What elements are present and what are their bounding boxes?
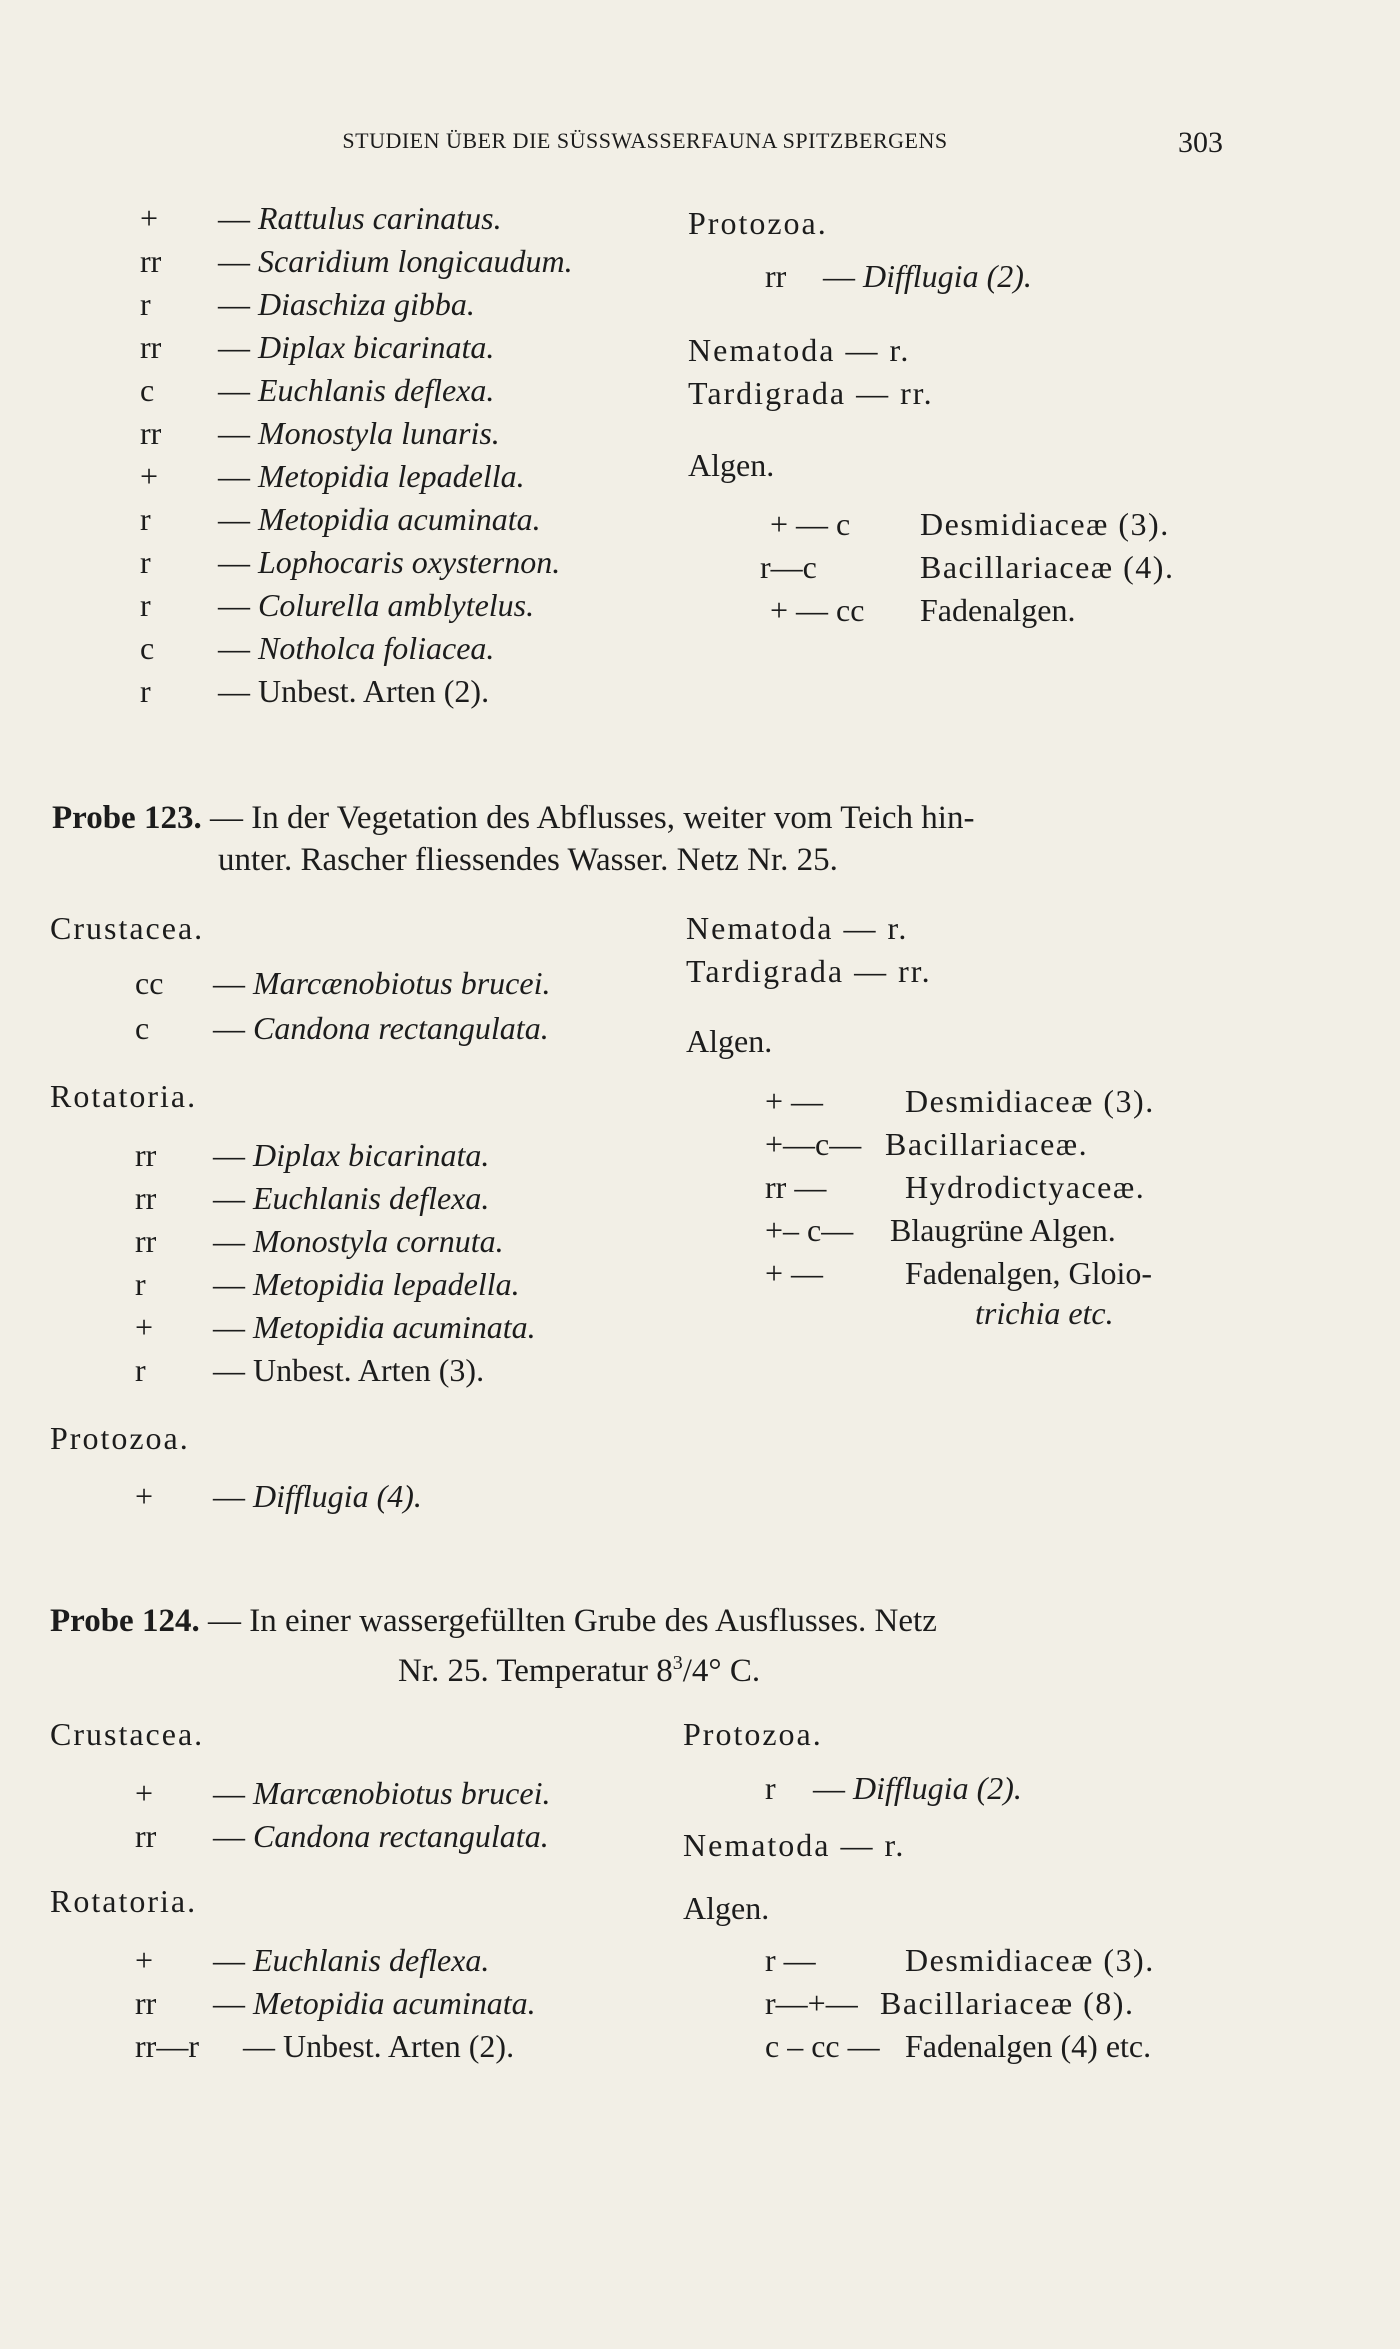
list-item: rr — Monostyla lunaris. (140, 415, 500, 451)
list-item: r — Desmidiaceæ (3). (765, 1942, 1155, 1978)
list-item: r—c Bacillariaceæ (4). (760, 549, 1175, 585)
list-item: r — Difflugia (2). (765, 1770, 1022, 1806)
list-item: rr — Diplax bicarinata. (140, 329, 495, 365)
list-item: rr — Monostyla cornuta. (135, 1223, 504, 1259)
nematoda-line: Nematoda — r. (686, 910, 909, 946)
list-item-cont: trichia etc. (975, 1295, 1114, 1331)
section-heading: Protozoa. (50, 1420, 190, 1456)
section-heading: Algen. (686, 1023, 773, 1059)
list-item: + — Metopidia acuminata. (135, 1309, 536, 1345)
section-heading: Algen. (683, 1890, 770, 1926)
list-item: rr — Metopidia acuminata. (135, 1985, 536, 2021)
list-item: +– c— Blaugrüne Algen. (765, 1212, 1116, 1248)
list-item: cc — Marcænobiotus brucei. (135, 965, 551, 1001)
probe-123-heading: Probe 123. — In der Vegetation des Abflusses, weiter vom Teich hin- (52, 800, 975, 836)
list-item: + — Rattulus carinatus. (140, 200, 502, 236)
list-item: + — Marcænobiotus brucei. (135, 1775, 551, 1811)
probe-124-heading: Probe 124. — In einer wassergefüllten Grube des Ausflusses. Netz (50, 1603, 937, 1639)
section-heading: Crustacea. (50, 1716, 205, 1752)
list-item: c – cc — Fadenalgen (4) etc. (765, 2028, 1152, 2064)
list-item: c — Notholca foliacea. (140, 630, 495, 666)
list-item: r — Colurella amblytelus. (140, 587, 535, 623)
list-item: r — Unbest. Arten (3). (135, 1352, 485, 1388)
probe-124-heading-cont: Nr. 25. Temperatur $8^3/4^\circ$ C. (398, 1652, 761, 1689)
list-item: r — Metopidia lepadella. (135, 1266, 520, 1302)
section-heading: Protozoa. (688, 205, 828, 241)
list-item: + — Euchlanis deflexa. (135, 1942, 490, 1978)
section-heading: Protozoa. (683, 1716, 823, 1752)
list-item: c — Candona rectangulata. (135, 1010, 549, 1046)
list-item: + — cc Fadenalgen. (770, 592, 1076, 628)
list-item: rr — Scaridium longicaudum. (140, 243, 573, 279)
list-item: rr — Hydrodictyaceæ. (765, 1169, 1146, 1205)
list-item: rr—r — Unbest. Arten (2). (135, 2028, 515, 2064)
section-heading: Rotatoria. (50, 1883, 198, 1919)
nematoda-line: Nematoda — r. (683, 1827, 906, 1863)
tardigrada-line: Tardigrada — rr. (686, 953, 932, 989)
section-heading: Rotatoria. (50, 1078, 198, 1114)
list-item: c — Euchlanis deflexa. (140, 372, 495, 408)
tardigrada-line: Tardigrada — rr. (688, 375, 934, 411)
nematoda-line: Nematoda — r. (688, 332, 911, 368)
list-item: +—c— Bacillariaceæ. (765, 1126, 1089, 1162)
list-item: rr — Euchlanis deflexa. (135, 1180, 490, 1216)
list-item: + — Difflugia (4). (135, 1478, 422, 1514)
list-item: r — Lophocaris oxysternon. (140, 544, 561, 580)
list-item: rr — Difflugia (2). (765, 258, 1032, 294)
section-heading: Algen. (688, 447, 775, 483)
list-item: rr — Diplax bicarinata. (135, 1137, 490, 1173)
list-item: r — Metopidia acuminata. (140, 501, 541, 537)
list-item: + — Metopidia lepadella. (140, 458, 525, 494)
page-number: 303 (1178, 126, 1223, 159)
list-item: + — c Desmidiaceæ (3). (770, 506, 1170, 542)
list-item: r — Diaschiza gibba. (140, 286, 475, 322)
running-head: STUDIEN ÜBER DIE SÜSSWASSERFAUNA SPITZBERGENS (342, 128, 948, 153)
list-item: + — Fadenalgen, Gloio- (765, 1255, 1153, 1291)
list-item: r — Unbest. Arten (2). (140, 673, 490, 709)
list-item: r—+— Bacillariaceæ (8). (765, 1985, 1135, 2021)
list-item: + — Desmidiaceæ (3). (765, 1083, 1155, 1119)
list-item: rr — Candona rectangulata. (135, 1818, 549, 1854)
section-heading: Crustacea. (50, 910, 205, 946)
probe-123-heading-cont: unter. Rascher fliessendes Wasser. Netz Nr. 25. (218, 842, 838, 878)
